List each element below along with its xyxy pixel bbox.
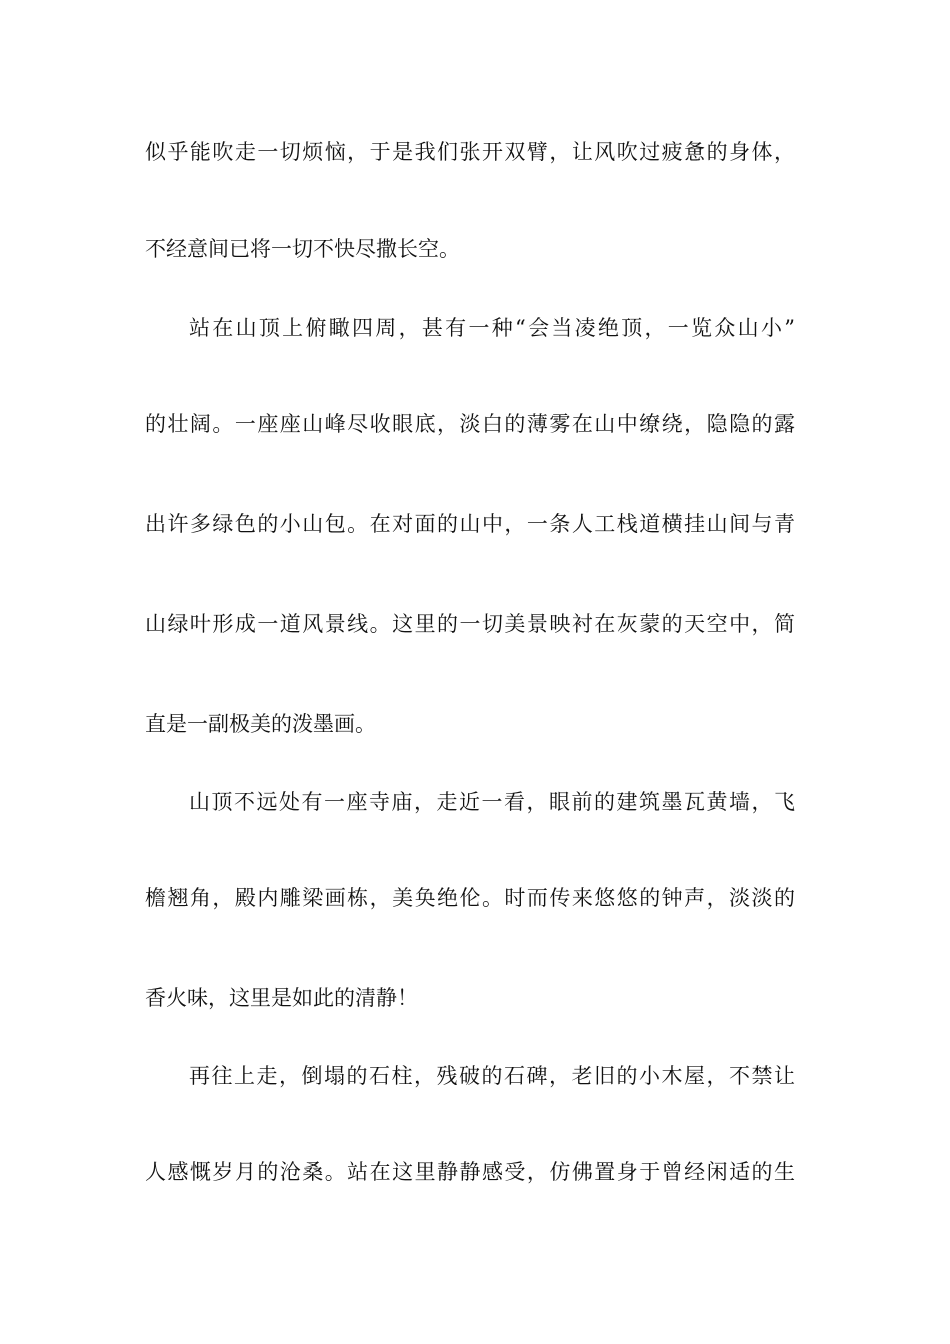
text-line-2: 不经意间已将一切不快尽撒长空。 — [145, 237, 460, 261]
text-line-12: 人感慨岁月的沧桑。站在这里静静感受，仿佛置身于曾经闲适的生 — [145, 1160, 795, 1184]
text-line-11: 再往上走，倒塌的石柱，残破的石碑，老旧的小木屋，不禁让 — [189, 1064, 795, 1088]
text-line-8: 山顶不远处有一座寺庙，走近一看，眼前的建筑墨瓦黄墙，飞 — [189, 790, 795, 814]
text-line-7: 直是一副极美的泼墨画。 — [145, 712, 376, 736]
text-line-3: 站在山顶上俯瞰四周，甚有一种“会当凌绝顶，一览众山小” — [189, 316, 795, 340]
text-line-1: 似乎能吹走一切烦恼，于是我们张开双臂，让风吹过疲惫的身体， — [145, 140, 795, 164]
text-line-10: 香火味，这里是如此的清静！ — [145, 986, 418, 1010]
text-line-9: 檐翘角，殿内雕梁画栋，美奂绝伦。时而传来悠悠的钟声，淡淡的 — [145, 886, 795, 910]
text-line-4: 的壮阔。一座座山峰尽收眼底，淡白的薄雾在山中缭绕，隐隐的露 — [145, 412, 795, 436]
text-line-6: 山绿叶形成一道风景线。这里的一切美景映衬在灰蒙的天空中，简 — [145, 612, 795, 636]
text-line-5: 出许多绿色的小山包。在对面的山中，一条人工栈道横挂山间与青 — [145, 512, 795, 536]
